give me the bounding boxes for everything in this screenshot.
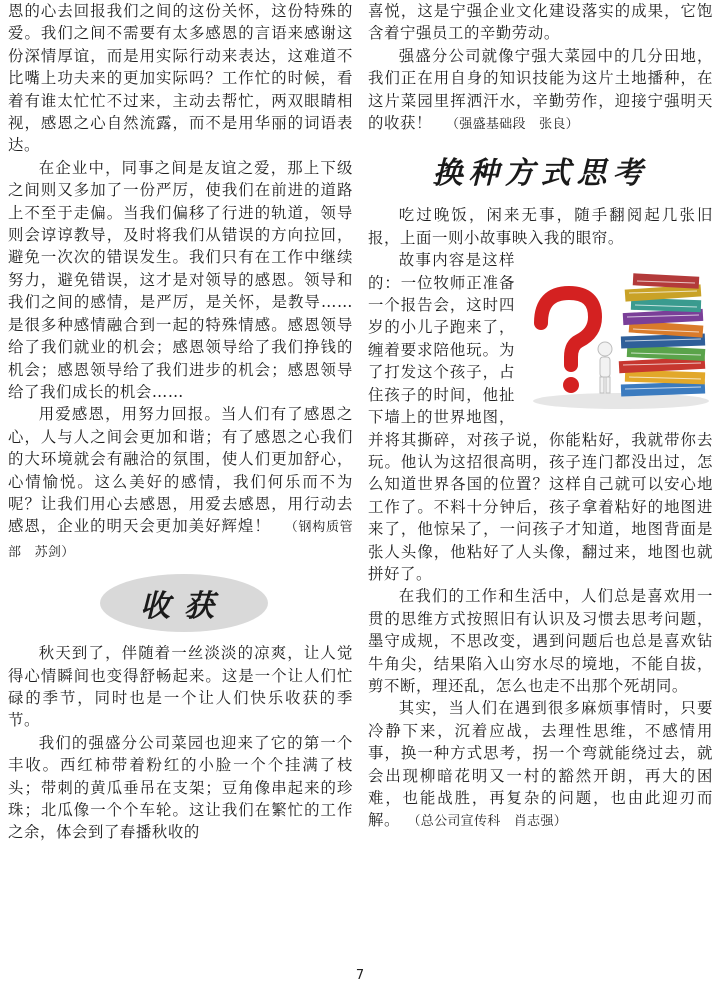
right-paragraph-6 (368, 697, 713, 833)
right-paragraph-2 (368, 45, 713, 137)
left-column (8, 0, 353, 844)
page-number: 7 (355, 968, 365, 983)
left-paragraph-3 (8, 403, 353, 564)
right-paragraph-5: 在我们的工作和生活中，人们总是喜欢用一贯的思维方式按照旧有认识及习惯去思考问题，墨守成规，不思改变，遇到问题后也总是喜欢钻牛角尖，结果陷入山穷水尽的境地，不能自拔，剪不断，理还乱，怎么也走不出那个死胡同。 (368, 587, 713, 695)
question-mark-with-books-icon (521, 253, 713, 413)
left-paragraph-5: 我们的强盛分公司菜园也迎来了它的第一个丰收。西红柿带着粉红的小脸一个个挂满了枝头；带刺的黄瓜垂吊在支架；豆角像串起来的珍珠；北瓜像一个个车轮。这让我们在繁忙的工作之余，体会到了春播秋收的 (8, 733, 353, 842)
left-paragraph-3-text: 用爱感恩，用努力回报。当人们有了感恩之心，人与人之间会更加和谐；有了感恩之心我们的大环境就会有融洽的氛围，使人们更加舒心，心情愉悦。这么美好的感情，我们何乐而不为呢？让我们用心去感恩，用爱去感恩，用行动去感恩，企业的明天会更加美好辉煌！ (8, 405, 353, 536)
title-harvest-badge (100, 574, 268, 632)
left-paragraph-2: 在企业中，同事之间是友谊之爱，那上下级之间则又多加了一份严厉，使我们在前进的道路上不至于走偏。当我们偏移了行进的轨道，领导则会谆谆教导，及时将我们从错误的方向拉回，避免一次次的错误发生。我们只有在工作中继续努力，避免错误，这才是对领导的感恩。领导和我们之间的感情，是严厉，是关怀，是教导……是很多种感情融合到一起的特殊情感。感恩领导给了我们就业的机会；感恩领导给了我们挣钱的机会；感恩领导给了我们进步的机会；感恩领导给了我们成长的机会…… (8, 158, 353, 401)
left-paragraph-4: 秋天到了，伴随着一丝淡淡的凉爽，让人觉得心情瞬间也变得舒畅起来。这是一个让人们忙碌的季节，同时也是一个让人们快乐收获的季节。 (8, 644, 353, 730)
right-paragraph-3: 吃过晚饭，闲来无事，随手翻阅起几张旧报，上面一则小故事映入我的眼帘。 (368, 206, 713, 247)
title-think-differently: 换种方式思考 (432, 156, 649, 192)
right-paragraph-6-text: 其实，当人们在遇到很多麻烦事情时，只要冷静下来，沉着应战，去理性思维，不感情用事，换一种方式思考，拐一个弯就能绕过去，就会出现柳暗花明又一村的豁然开朗，再大的困难，也能战胜，再复杂的问题，也由此迎刃而解。 (368, 699, 713, 830)
right-paragraph-1: 喜悦，这是宁强企业文化建设落实的成果，它饱含着宁强员工的辛勤劳动。 (368, 2, 713, 43)
title-harvest: 收获 (140, 589, 228, 625)
right-paragraph-4-text: 故事内容是这样的：一位牧师正准备一个报告会，这时四岁的小儿子跑来了，缠着要求陪他玩。为了打发这个孩子，占住孩子的时间，他扯下墙上的世界地图，并将其撕碎，对孩子说，你能粘好，我就带你去玩。他认为这招很高明，孩子连门都没出过，怎么知道世界各国的位置？这样自己就可以安心地工作了。不料十分钟后，孩子拿着粘好的地图进来了，他惊呆了，一问孩子才知道，地图背面是张人头像，他粘好了人头像，翻过来，地图也就拼好了。 (368, 251, 713, 583)
author-signature-zhang-liang: （强盛基础段 张良） (445, 117, 579, 133)
right-column (368, 0, 713, 834)
author-signature-xiao-zhiqiang: （总公司宣传科 肖志强） (413, 814, 568, 830)
author-signature-su-jian: （钢构质管部 苏剑） (8, 520, 353, 560)
right-paragraph-2-text: 强盛分公司就像宁强大菜园中的几分田地，我们正在用自身的知识技能为这片土地播种，在这片菜园里挥洒汗水，辛勤劳作，迎接宁强明天的收获！ (368, 46, 713, 133)
left-paragraph-1: 恩的心去回报我们之间的这份关怀，这份特殊的爱。我们之间不需要有太多感恩的言语来感谢这份深情厚谊，而是用实际行动来表达，这难道不比嘴上功夫来的更加实际吗？工作忙的时候，看着有谁太忙忙不过来，主动去帮忙，两双眼睛相视，感恩之心自然流露，而不是用华丽的词语表达。 (8, 2, 353, 155)
right-paragraph-4 (368, 249, 713, 585)
